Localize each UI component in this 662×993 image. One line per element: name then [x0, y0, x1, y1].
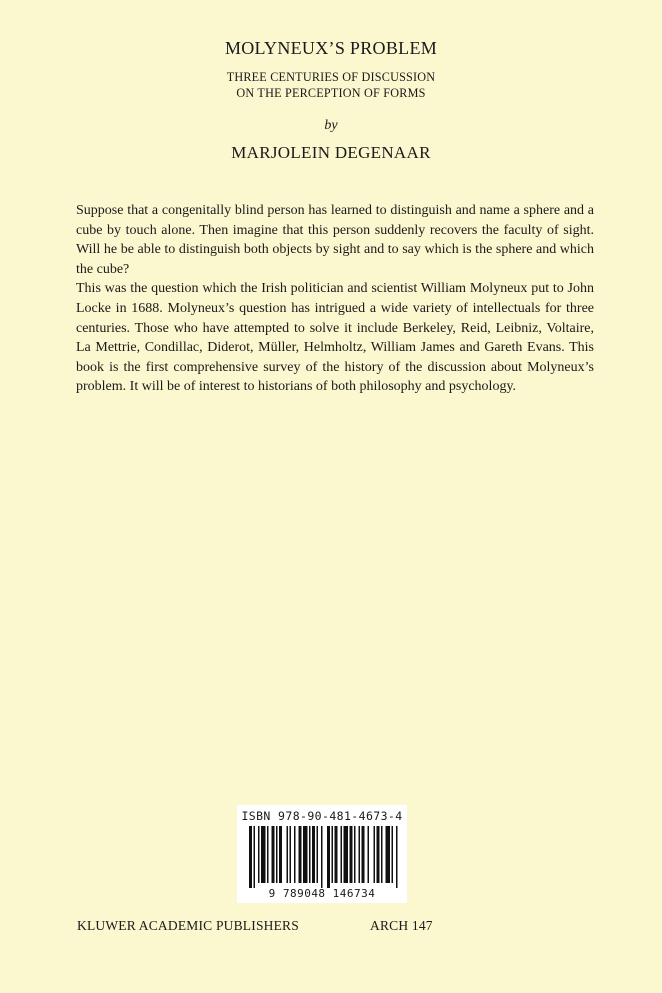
barcode-bar: [350, 826, 353, 883]
barcode-bar: [272, 826, 275, 883]
barcode-bar: [276, 826, 278, 883]
barcode-bar: [267, 826, 269, 883]
barcode-bar: [317, 826, 319, 883]
barcode-bar: [290, 826, 292, 883]
barcode-bar: [294, 826, 296, 883]
barcode-digits: 9 789048 146734: [268, 887, 376, 900]
barcode-bar: [368, 826, 370, 883]
blurb-paragraph-1: Suppose that a congenitally blind person has learned to distinguish and name a sphere and a cube by touch alone. Then imagine that this person suddenly recovers the faculty of sight. Will he be able to distinguish both objects by sight and to say which is the sphere and which the cube?: [76, 203, 594, 277]
barcode-bar: [249, 826, 252, 888]
barcode-bar: [396, 826, 398, 888]
barcode-bar: [392, 826, 394, 883]
barcode-bar: [374, 826, 376, 883]
barcode-icon: [249, 826, 399, 888]
barcode-bar: [261, 826, 266, 883]
series-code: ARCH 147: [370, 918, 433, 933]
barcode-bar: [362, 826, 365, 883]
author-name: MARJOLEIN DEGENAAR: [231, 143, 431, 162]
back-cover-blurb: [76, 201, 594, 397]
barcode-bar: [381, 826, 383, 883]
book-subtitle: [0, 69, 662, 101]
barcode-bar: [287, 826, 289, 883]
barcode-bar: [341, 826, 343, 883]
barcode-bar: [377, 826, 380, 883]
subtitle-line-1: THREE CENTURIES OF DISCUSSION: [226, 70, 436, 84]
isbn-barcode: [237, 805, 407, 903]
blurb-paragraph-2: This was the question which the Irish politician and scientist William Molyneux put to John Locke in 1688. Molyneux’s question has intrigued a wide variety of intellectuals for three centuries. Those who have attempted to solve it include Berkeley, Reid, Leibniz, Voltaire, La Mettrie, Condillac, Diderot, Müller, Helmholtz, William James and Gareth Evans. This book is the first comprehensive survey of the history of the discussion about Molyneux’s problem. It will be of interest to historians of both philosophy and psychology.: [76, 281, 594, 395]
subtitle-line-2: ON THE PERCEPTION OF FORMS: [236, 86, 426, 100]
barcode-bar: [344, 826, 349, 883]
barcode-bar: [354, 826, 356, 883]
barcode-bar: [321, 826, 323, 888]
barcode-bar: [258, 826, 260, 883]
book-title: MOLYNEUX’S PROBLEM: [224, 38, 438, 58]
barcode-bar: [327, 826, 330, 888]
publisher-name: KLUWER ACADEMIC PUBLISHERS: [77, 918, 299, 933]
barcode-bar: [386, 826, 391, 883]
isbn-label: ISBN 978-90-481-4673-4: [241, 809, 403, 823]
barcode-bar: [335, 826, 338, 883]
barcode-bar: [303, 826, 308, 883]
barcode-bar: [309, 826, 311, 883]
barcode-bar: [299, 826, 302, 883]
barcode-bar: [332, 826, 334, 883]
barcode-bar: [254, 826, 256, 888]
barcode-bar: [312, 826, 315, 883]
barcode-bar: [359, 826, 361, 883]
by-line: by: [324, 118, 338, 133]
barcode-bar: [279, 826, 282, 883]
